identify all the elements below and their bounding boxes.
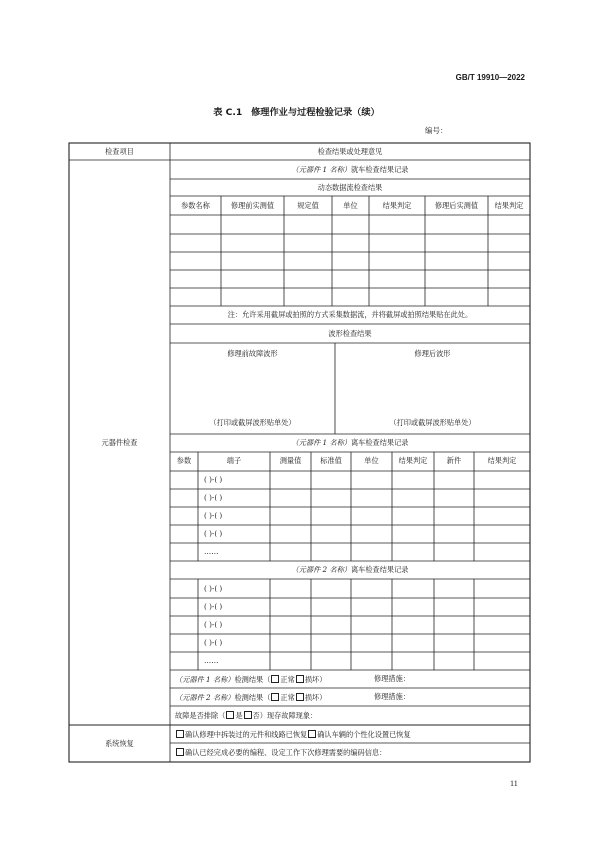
offcar2-terminal: …… (204, 656, 219, 665)
off-header-param: 参数 (176, 456, 192, 465)
off-header-unit: 单位 (364, 456, 379, 465)
offcar1-terminal: ( )-( ) (204, 511, 223, 520)
off-header-judge: 结果判定 (398, 456, 428, 465)
dynamic-data-title: 动态数据流检查结果 (317, 183, 383, 192)
offcar1-terminal: ( )-( ) (204, 475, 223, 484)
section-label-component: 元器件检查 (101, 438, 138, 447)
result1-measure-label: 修理措施： (374, 674, 410, 683)
recovery-line-2: 确认已经完成必要的编程、设定工作下次修理需要的编码信息： (175, 748, 386, 756)
result2-measure-label: 修理措施： (374, 692, 410, 701)
waveform-title: 波形检查结果 (328, 329, 372, 338)
fault-cleared-line: 故障是否排除（ 是 否）现存故障现象： (175, 711, 318, 720)
checkbox-parts-restored[interactable] (176, 730, 184, 738)
offcar1-terminal: ( )-( ) (204, 493, 223, 502)
off-header-new: 新件 (446, 456, 462, 465)
off-header-terminal: 端子 (226, 456, 242, 465)
recovery-line-1: 确认修理中拆装过的元件和线路已恢复 确认车辆的个性化设置已恢复 (175, 730, 411, 738)
result2-line: （元器件 2 名称）检测结果（ 正常 损坏） (175, 693, 327, 702)
table-title: 修理作业与过程检验记录（续） (251, 107, 380, 118)
offcar2-terminal: ( )-( ) (204, 620, 223, 629)
section-label-recovery: 系统恢复 (105, 739, 134, 748)
dyn-header-param: 参数名称 (181, 201, 210, 210)
standard-number: GB/T 19910—2022 (455, 73, 525, 82)
header-check-item: 检查项目 (105, 147, 134, 156)
page-number: 11 (510, 779, 518, 788)
offcar2-terminal: ( )-( ) (204, 638, 223, 647)
dyn-header-after: 修理后实测值 (434, 201, 479, 210)
waveform-after-label: 修理后波形 (414, 349, 451, 358)
waveform-paste-hint-right: （打印或截屏波形贴单处） (389, 418, 476, 427)
offcar2-terminal: ( )-( ) (204, 602, 223, 611)
serial-number-label: 编号： (425, 126, 448, 135)
checkbox-normal[interactable] (271, 693, 279, 701)
header-check-result: 检查结果或处理意见 (317, 147, 383, 156)
dyn-header-judge2: 结果判定 (494, 201, 524, 210)
checkbox-no[interactable] (244, 711, 252, 719)
table-number: 表 C.1 (213, 107, 243, 118)
result1-line: （元器件 1 名称）检测结果（ 正常 损坏） (175, 675, 327, 684)
offcar1-terminal: ( )-( ) (204, 529, 223, 538)
dyn-header-spec: 规定值 (297, 201, 319, 210)
off-header-judge2: 结果判定 (487, 456, 517, 465)
onboard-check-title: （元器件 1 名称）就车检查结果记录 (291, 165, 409, 174)
checkbox-damaged[interactable] (296, 675, 304, 683)
checkbox-damaged[interactable] (296, 693, 304, 701)
checkbox-normal[interactable] (271, 675, 279, 683)
off-header-standard: 标准值 (320, 456, 342, 465)
checkbox-programming-done[interactable] (176, 748, 184, 756)
dyn-header-before: 修理前实测值 (230, 201, 275, 210)
offcar1-title: （元器件 1 名称）离车检查结果记录 (291, 438, 409, 447)
offcar2-terminal: ( )-( ) (204, 584, 223, 593)
dyn-header-unit: 单位 (343, 201, 358, 210)
note-screenshot: 注：允许采用截屏或拍照的方式采集数据流，并将截屏或拍照结果贴在此处。 (227, 310, 473, 319)
offcar1-terminal: …… (204, 547, 219, 556)
dyn-header-judge: 结果判定 (382, 201, 412, 210)
waveform-paste-hint-left: （打印或截屏波形贴单处） (209, 418, 296, 427)
off-header-measured: 测量值 (279, 456, 302, 465)
checkbox-settings-restored[interactable] (308, 730, 316, 738)
waveform-before-label: 修理前故障波形 (227, 349, 278, 358)
checkbox-yes[interactable] (226, 711, 234, 719)
offcar2-title: （元器件 2 名称）离车检查结果记录 (291, 565, 409, 574)
